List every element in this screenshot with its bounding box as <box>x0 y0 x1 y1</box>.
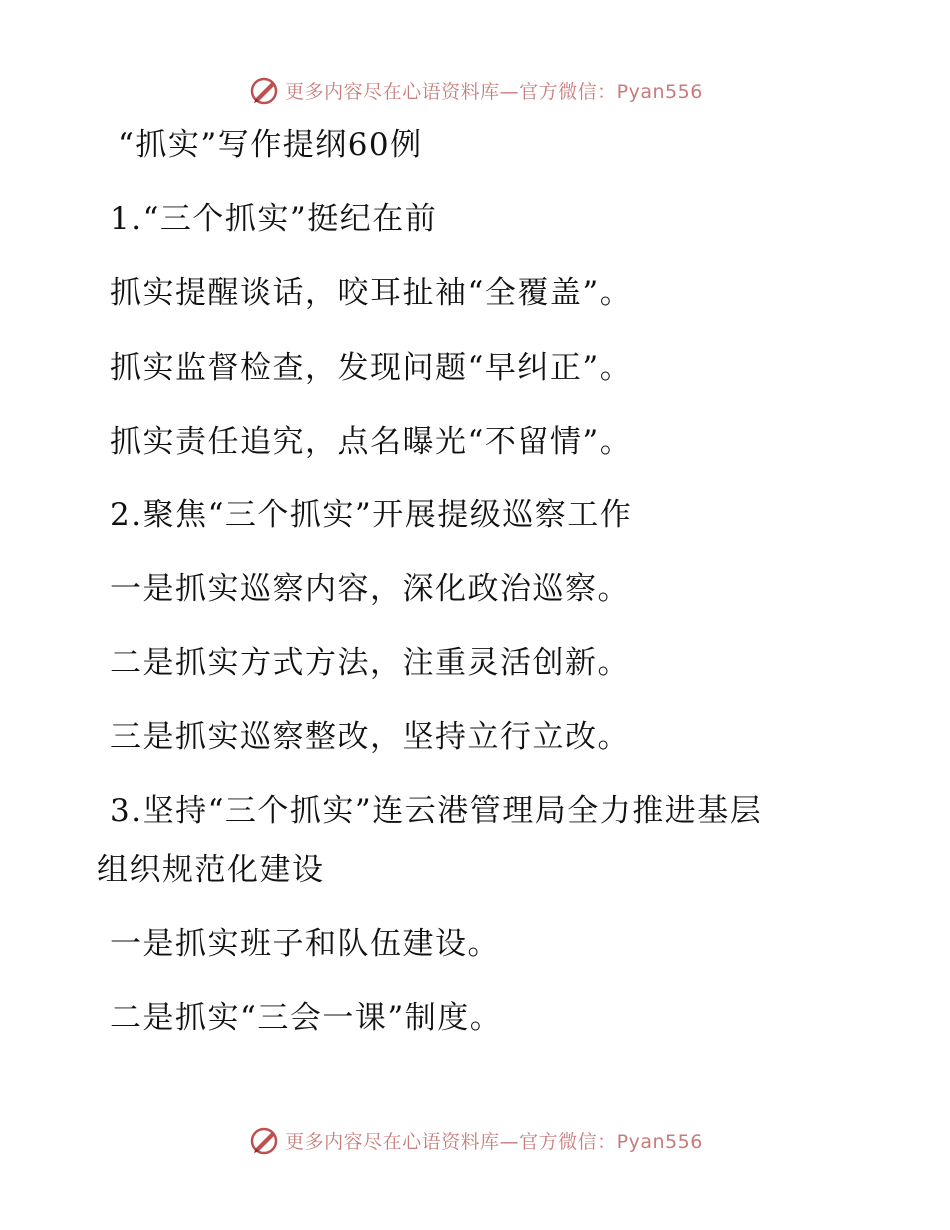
document-title: “抓实”写作提纲60例 <box>118 127 423 163</box>
outline-line-3: 抓实监督检查，发现问题“早纠正”。 <box>110 350 633 386</box>
outline-line-5: 2.聚焦“三个抓实”开展提级巡察工作 <box>110 497 633 533</box>
header-watermark-text: 更多内容尽在心语资料库—官方微信：Pyan556 <box>285 80 703 103</box>
outline-line-12: 二是抓实“三会一课”制度。 <box>110 1000 503 1036</box>
outline-line-11: 一是抓实班子和队伍建设。 <box>110 926 500 962</box>
header-watermark <box>0 70 950 110</box>
outline-line-8: 三是抓实巡察整改，坚持立行立改。 <box>110 719 630 755</box>
outline-line-10: 组织规范化建设 <box>97 852 325 888</box>
pen-circle-logo-icon <box>247 1123 281 1157</box>
footer-watermark-text: 更多内容尽在心语资料库—官方微信：Pyan556 <box>285 1130 703 1153</box>
outline-line-2: 抓实提醒谈话，咬耳扯袖“全覆盖”。 <box>110 275 633 311</box>
outline-line-1: 1.“三个抓实”挺纪在前 <box>110 201 438 237</box>
footer-watermark <box>0 1120 950 1160</box>
outline-line-4: 抓实责任追究，点名曝光“不留情”。 <box>110 424 633 460</box>
outline-line-9: 3.坚持“三个抓实”连云港管理局全力推进基层 <box>110 793 763 829</box>
outline-line-6: 一是抓实巡察内容，深化政治巡察。 <box>110 571 630 607</box>
outline-line-7: 二是抓实方式方法，注重灵活创新。 <box>110 645 630 681</box>
pen-circle-logo-icon <box>247 73 281 107</box>
